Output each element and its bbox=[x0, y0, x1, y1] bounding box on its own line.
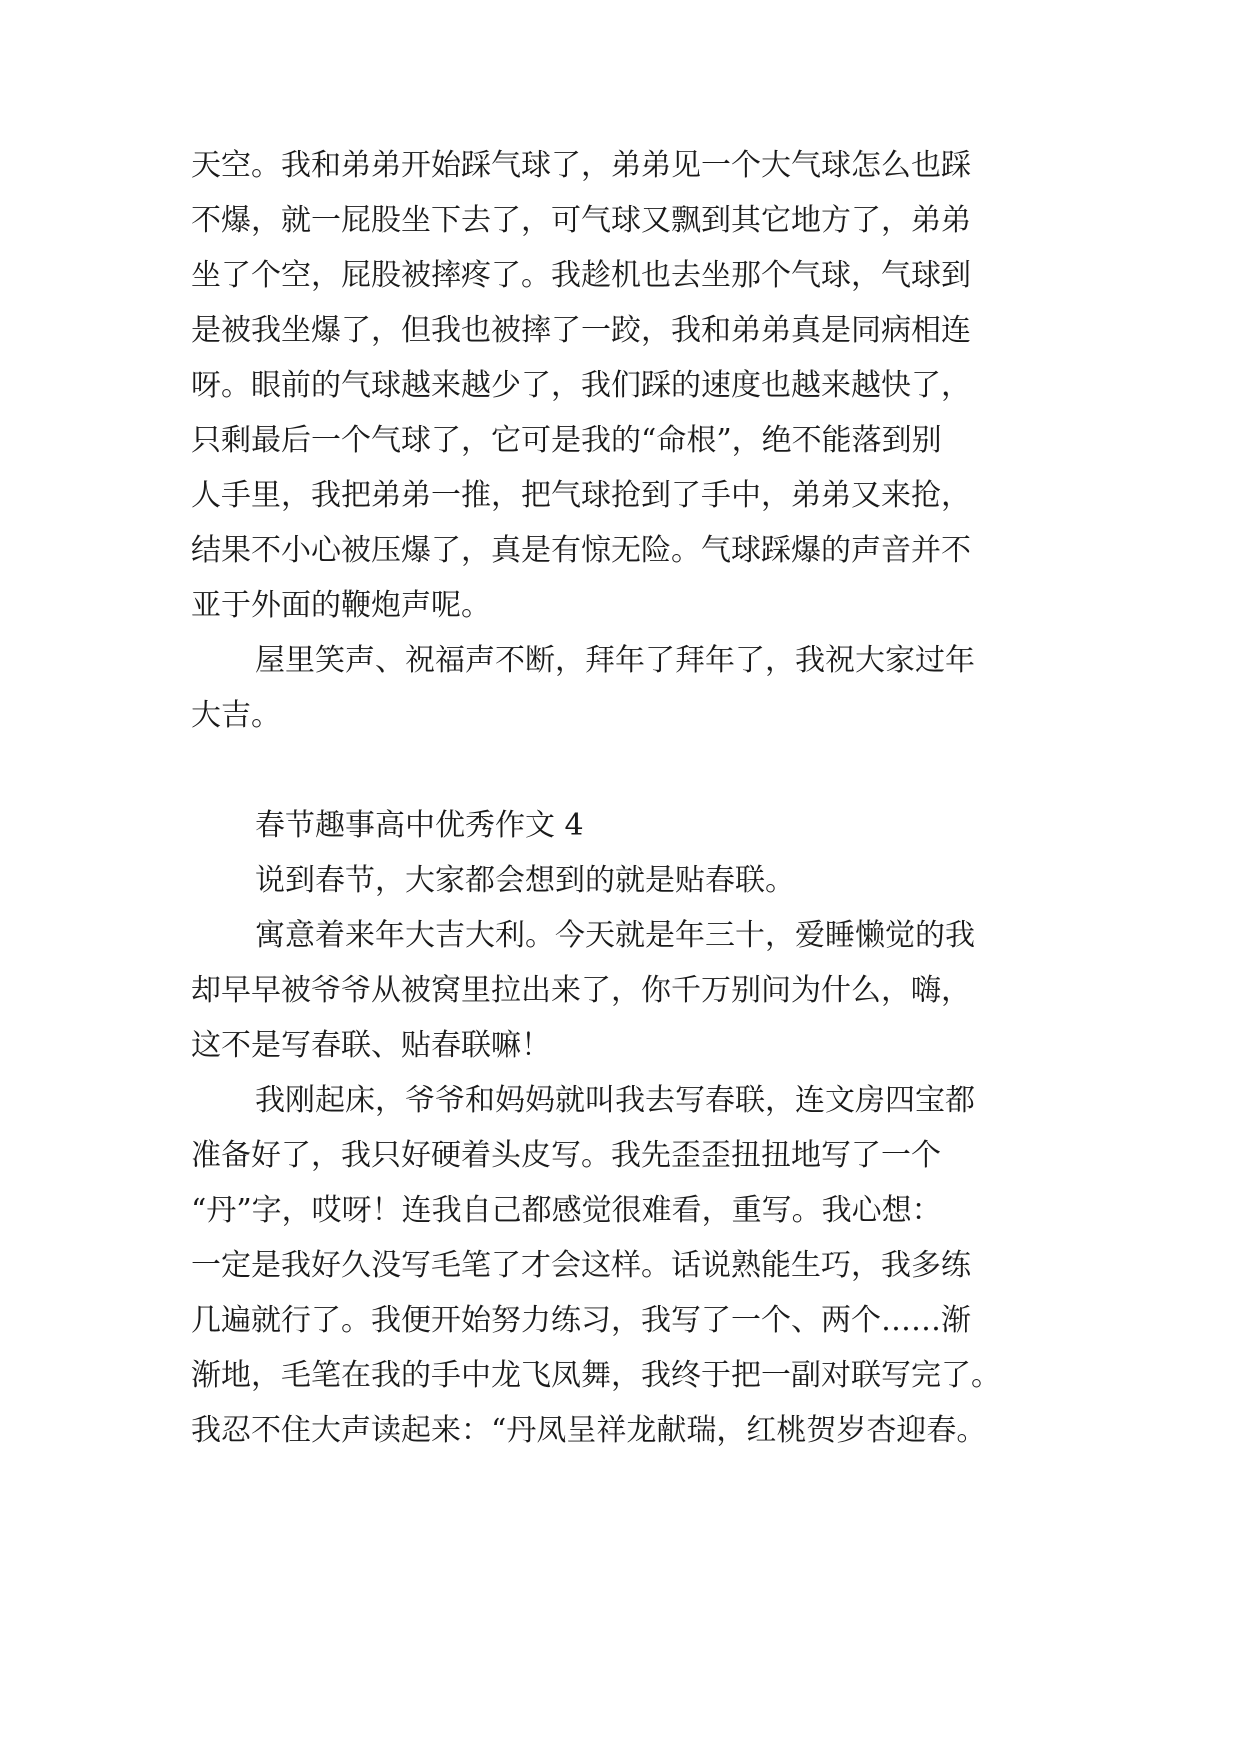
text-line: 却早早被爷爷从被窝里拉出来了，你千万别问为什么，嗨， bbox=[191, 973, 971, 1008]
text-line: 准备好了，我只好硬着头皮写。我先歪歪扭扭地写了一个 bbox=[191, 1138, 941, 1173]
text-line: 我忍不住大声读起来：“丹凤呈祥龙献瑞，红桃贺岁杏迎春。 bbox=[191, 1413, 987, 1448]
text-line: 是被我坐爆了，但我也被摔了一跤，我和弟弟真是同病相连 bbox=[191, 313, 971, 348]
text-line: 不爆，就一屁股坐下去了，可气球又飘到其它地方了，弟弟 bbox=[191, 203, 971, 238]
text-line: 寓意着来年大吉大利。今天就是年三十，爱睡懒觉的我 bbox=[255, 918, 975, 953]
text-line: “丹”字，哎呀！连我自己都感觉很难看，重写。我心想： bbox=[191, 1193, 942, 1228]
essay-title: 春节趣事高中优秀作文 4 bbox=[255, 808, 584, 843]
text-line: 坐了个空，屁股被摔疼了。我趁机也去坐那个气球，气球到 bbox=[191, 258, 971, 293]
text-line: 结果不小心被压爆了，真是有惊无险。气球踩爆的声音并不 bbox=[191, 533, 971, 568]
text-line: 我刚起床，爷爷和妈妈就叫我去写春联，连文房四宝都 bbox=[255, 1083, 975, 1118]
text-line: 只剩最后一个气球了，它可是我的“命根”，绝不能落到别 bbox=[191, 423, 942, 458]
text-line: 几遍就行了。我便开始努力练习，我写了一个、两个……渐 bbox=[191, 1303, 971, 1338]
text-line: 渐地，毛笔在我的手中龙飞凤舞，我终于把一副对联写完了。 bbox=[191, 1358, 1001, 1393]
text-line: 屋里笑声、祝福声不断，拜年了拜年了，我祝大家过年 bbox=[255, 643, 975, 678]
text-line: 呀。眼前的气球越来越少了，我们踩的速度也越来越快了， bbox=[191, 368, 971, 403]
text-line: 说到春节，大家都会想到的就是贴春联。 bbox=[255, 863, 795, 898]
text-line: 大吉。 bbox=[191, 698, 281, 733]
text-line: 天空。我和弟弟开始踩气球了，弟弟见一个大气球怎么也踩 bbox=[191, 148, 971, 183]
text-line: 这不是写春联、贴春联嘛！ bbox=[191, 1028, 551, 1063]
text-line: 一定是我好久没写毛笔了才会这样。话说熟能生巧，我多练 bbox=[191, 1248, 971, 1283]
text-line: 人手里，我把弟弟一推，把气球抢到了手中，弟弟又来抢， bbox=[191, 478, 971, 513]
text-line: 亚于外面的鞭炮声呢。 bbox=[191, 588, 491, 623]
